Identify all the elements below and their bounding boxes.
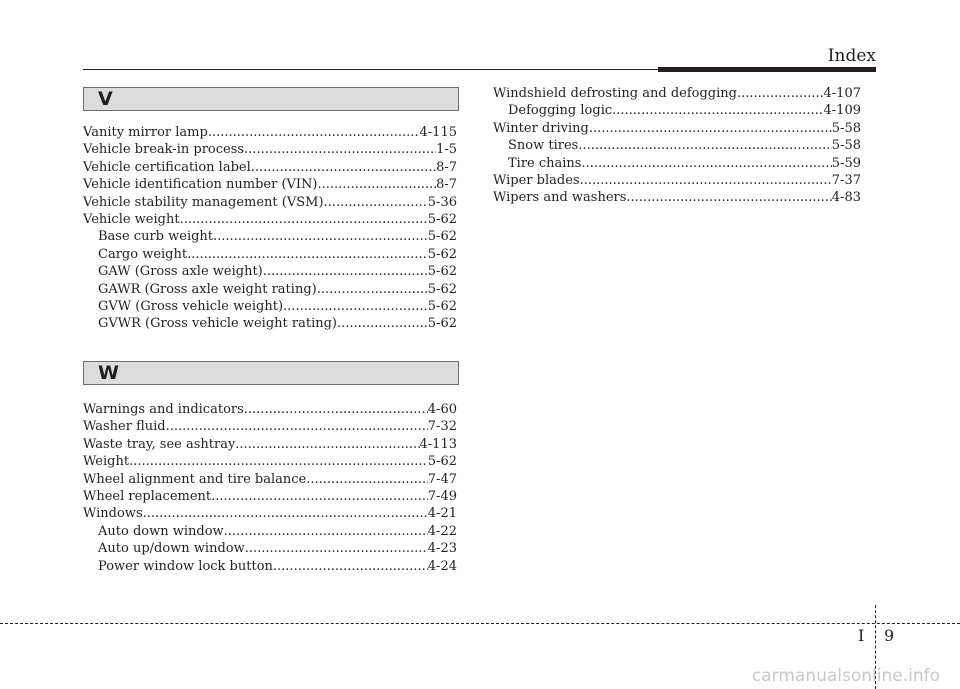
index-subentry[interactable]: Cargo weight ..... 5-62 — [83, 246, 457, 263]
index-entry[interactable]: Vehicle weight ..... 5-62 — [83, 211, 457, 228]
index-subentry[interactable]: Base curb weight ..... 5-62 — [83, 228, 457, 245]
header-accent-bar — [658, 67, 876, 72]
index-subentry[interactable]: Snow tires ..... 5-58 — [493, 137, 861, 154]
index-entry[interactable]: Washer fluid ..... 7-32 — [83, 418, 457, 435]
watermark: carmanualsonline.info — [751, 666, 940, 686]
section-header-w — [83, 361, 459, 385]
index-entry[interactable]: Vehicle certification label ..... 8-7 — [83, 159, 457, 176]
index-entry[interactable]: Windshield defrosting and defogging ..... 4-107 — [493, 85, 861, 102]
index-entry[interactable]: Wipers and washers ..... 4-83 — [493, 189, 861, 206]
page-title: Index — [827, 46, 876, 66]
index-entry[interactable]: Wheel replacement ..... 7-49 — [83, 488, 457, 505]
index-subentry[interactable]: GAWR (Gross axle weight rating) ..... 5-62 — [83, 281, 457, 298]
index-subentry[interactable]: Auto down window ..... 4-22 — [83, 523, 457, 540]
index-entry[interactable]: Wheel alignment and tire balance ..... 7-47 — [83, 471, 457, 488]
index-list-w — [83, 401, 457, 575]
index-entry[interactable]: Vanity mirror lamp ..... 4-115 — [83, 124, 457, 141]
footer-divider — [0, 623, 960, 624]
index-list-v — [83, 124, 457, 333]
index-entry[interactable]: Waste tray, see ashtray ..... 4-113 — [83, 436, 457, 453]
index-entry[interactable]: Vehicle stability management (VSM) ..... 5-36 — [83, 194, 457, 211]
index-subentry[interactable]: Power window lock button ..... 4-24 — [83, 558, 457, 575]
index-subentry[interactable]: GVW (Gross vehicle weight) ..... 5-62 — [83, 298, 457, 315]
index-entry[interactable]: Winter driving ..... 5-58 — [493, 120, 861, 137]
page-number: 9 — [884, 626, 895, 645]
index-entry[interactable]: Weight ..... 5-62 — [83, 453, 457, 470]
index-list-w-continued — [493, 85, 861, 207]
footer-section-letter: I — [858, 626, 865, 645]
section-header-v — [83, 87, 459, 111]
index-subentry[interactable]: Auto up/down window ..... 4-23 — [83, 540, 457, 557]
index-entry[interactable]: Vehicle break-in process ..... 1-5 — [83, 141, 457, 158]
index-entry[interactable]: Windows ..... 4-21 — [83, 505, 457, 522]
index-entry[interactable]: Vehicle identification number (VIN) ..... 8-7 — [83, 176, 457, 193]
index-entry[interactable]: Wiper blades ..... 7-37 — [493, 172, 861, 189]
section-letter-w: W — [98, 362, 119, 384]
index-subentry[interactable]: Tire chains ..... 5-59 — [493, 155, 861, 172]
index-subentry[interactable]: GVWR (Gross vehicle weight rating) ..... 5-62 — [83, 315, 457, 332]
index-subentry[interactable]: Defogging logic ..... 4-109 — [493, 102, 861, 119]
section-letter-v: V — [98, 88, 113, 110]
index-subentry[interactable]: GAW (Gross axle weight) ..... 5-62 — [83, 263, 457, 280]
index-entry[interactable]: Warnings and indicators ..... 4-60 — [83, 401, 457, 418]
